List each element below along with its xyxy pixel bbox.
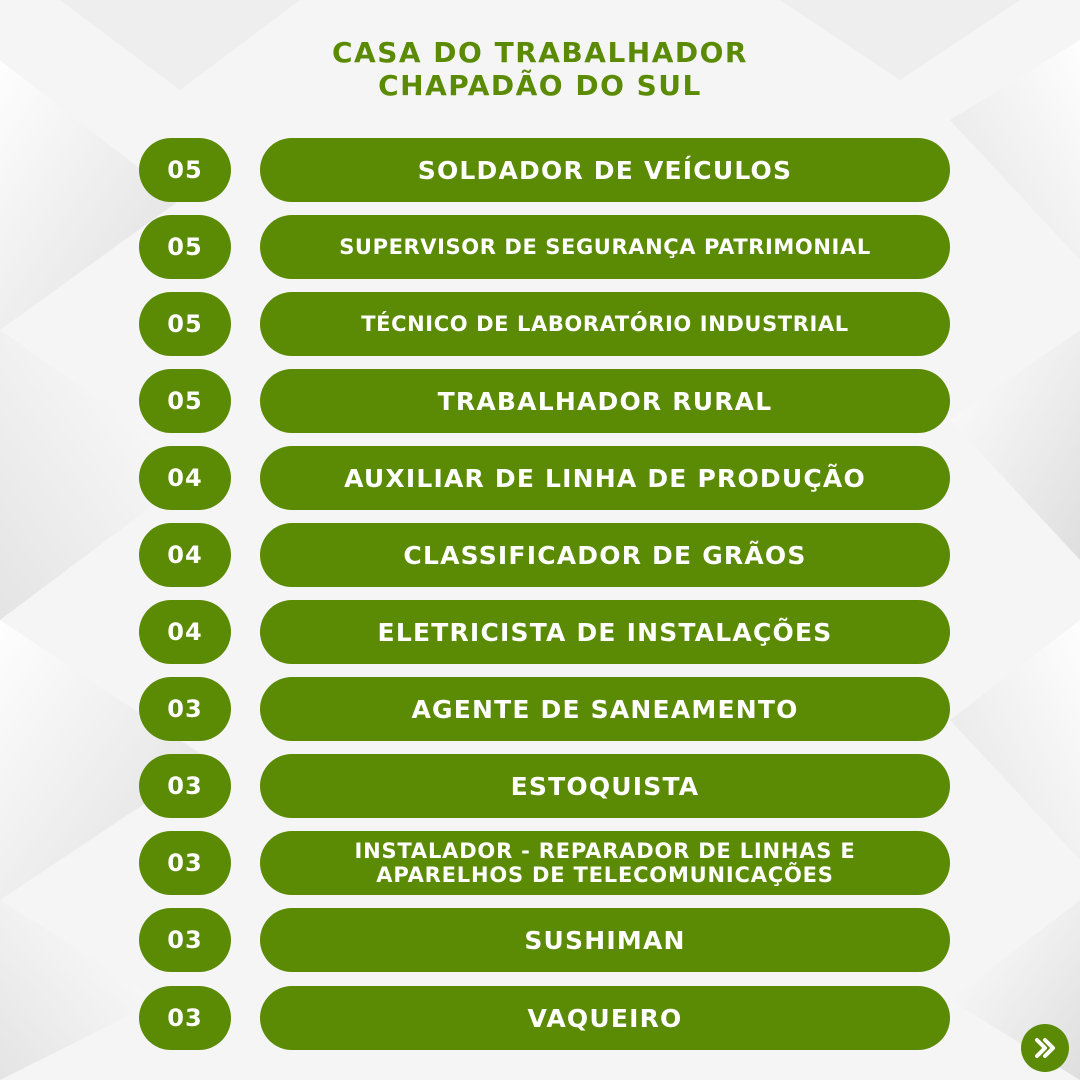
vacancy-count-badge: 05 <box>139 292 231 356</box>
list-item <box>0 446 1080 510</box>
job-title-pill: ESTOQUISTA <box>260 754 950 818</box>
job-title-pill: SOLDADOR DE VEÍCULOS <box>260 138 950 202</box>
vacancy-count-badge: 03 <box>139 677 231 741</box>
list-item <box>0 369 1080 433</box>
vacancy-count-badge: 04 <box>139 600 231 664</box>
title-line-1: CASA DO TRABALHADOR <box>332 36 748 69</box>
vacancy-count-badge: 05 <box>139 369 231 433</box>
list-item <box>0 908 1080 972</box>
next-slide-button[interactable] <box>1021 1024 1069 1072</box>
list-item <box>0 138 1080 202</box>
job-title-pill: SUSHIMAN <box>260 908 950 972</box>
vacancy-count-badge: 03 <box>139 754 231 818</box>
job-title-pill: SUPERVISOR DE SEGURANÇA PATRIMONIAL <box>260 215 950 279</box>
list-item <box>0 754 1080 818</box>
job-title-pill: CLASSIFICADOR DE GRÃOS <box>260 523 950 587</box>
list-item <box>0 523 1080 587</box>
list-item <box>0 292 1080 356</box>
list-item <box>0 677 1080 741</box>
list-item <box>0 600 1080 664</box>
job-title-pill: AUXILIAR DE LINHA DE PRODUÇÃO <box>260 446 950 510</box>
vacancy-count-badge: 04 <box>139 446 231 510</box>
vacancy-count-badge: 05 <box>139 138 231 202</box>
vacancy-count-badge: 04 <box>139 523 231 587</box>
vacancy-count-badge: 05 <box>139 215 231 279</box>
list-item <box>0 986 1080 1050</box>
job-title-pill: TÉCNICO DE LABORATÓRIO INDUSTRIAL <box>260 292 950 356</box>
job-title-pill: AGENTE DE SANEAMENTO <box>260 677 950 741</box>
job-title-pill: INSTALADOR - REPARADOR DE LINHAS E APARELHOS DE TELECOMUNICAÇÕES <box>260 831 950 895</box>
list-item <box>0 215 1080 279</box>
vacancy-count-badge: 03 <box>139 908 231 972</box>
vacancy-count-badge: 03 <box>139 986 231 1050</box>
title-line-2: CHAPADÃO DO SUL <box>378 69 702 102</box>
double-chevron-right-icon <box>1030 1033 1060 1063</box>
job-title-pill: ELETRICISTA DE INSTALAÇÕES <box>260 600 950 664</box>
job-title-pill: VAQUEIRO <box>260 986 950 1050</box>
job-title-pill: TRABALHADOR RURAL <box>260 369 950 433</box>
list-item <box>0 831 1080 895</box>
vacancy-count-badge: 03 <box>139 831 231 895</box>
